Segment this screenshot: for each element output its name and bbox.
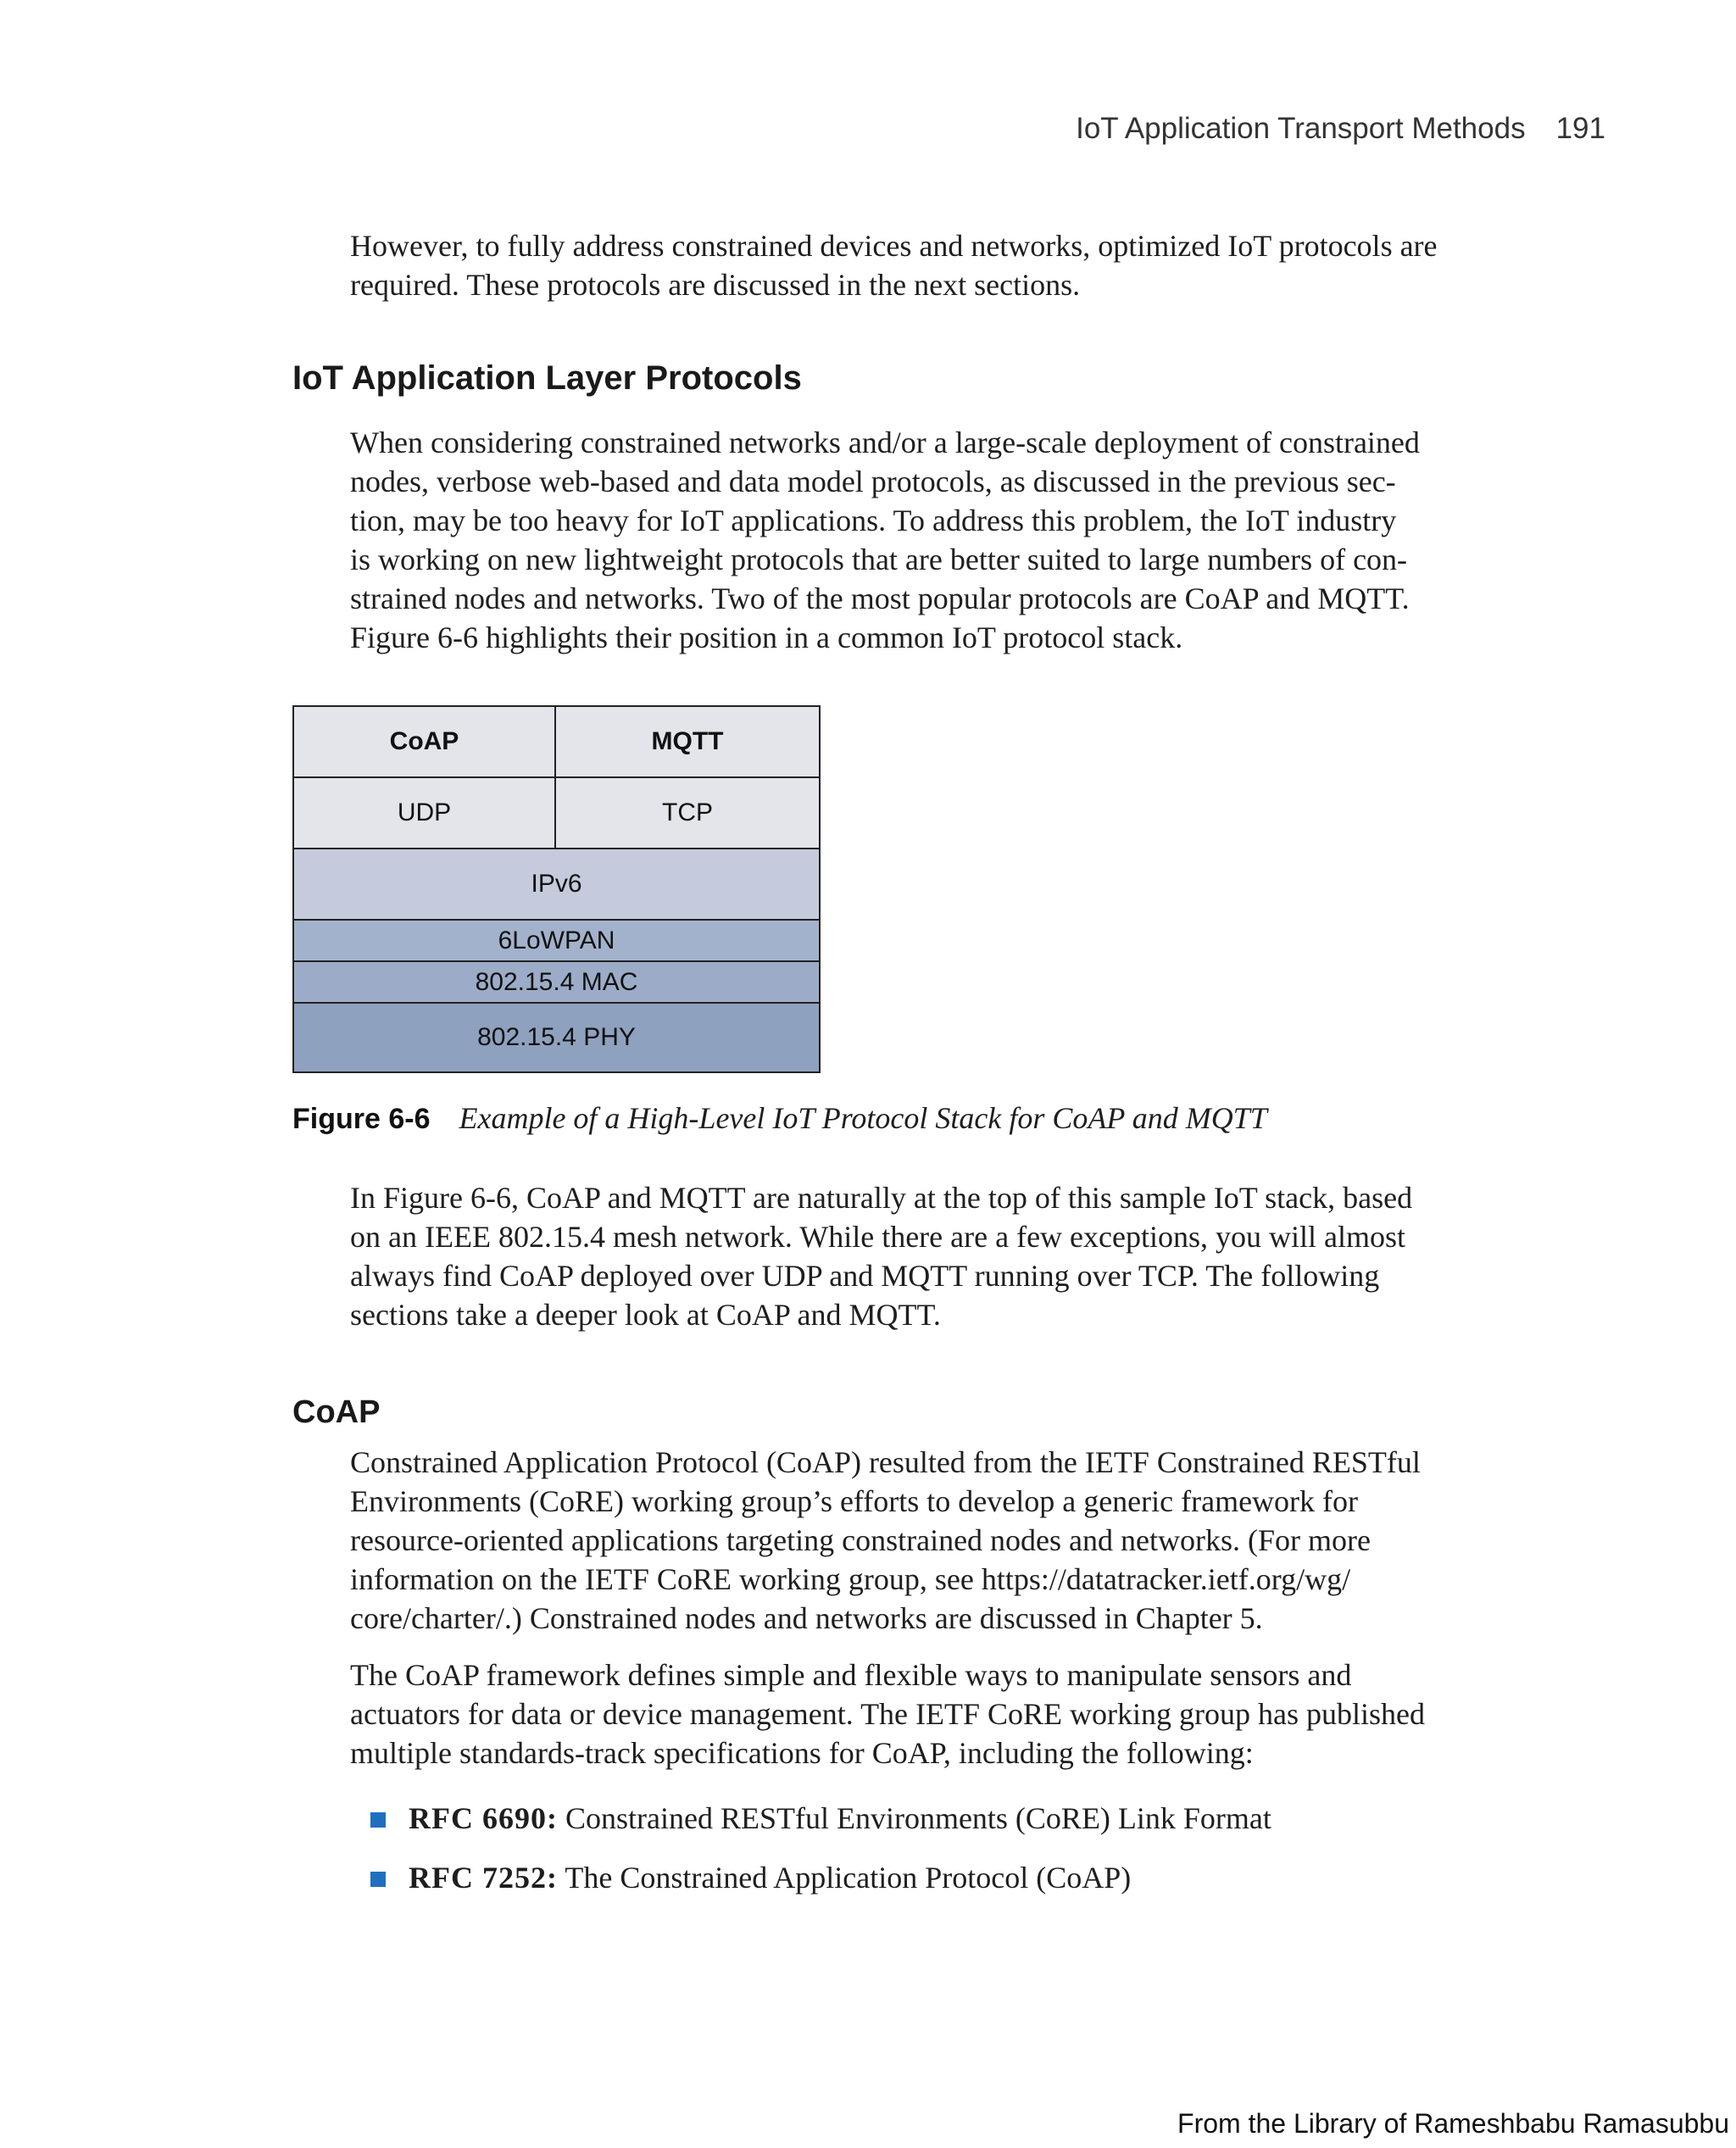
text-line: The CoAP framework defines simple and flexible ways to manipulate sensors and [350, 1658, 1352, 1692]
layer-6lowpan: 6LoWPAN [294, 921, 819, 962]
layer-ipv6: IPv6 [294, 849, 819, 921]
layer-tcp: TCP [556, 778, 819, 849]
layer-coap: CoAP [294, 707, 556, 778]
text-line: Figure 6-6 highlights their position in a common IoT protocol stack. [350, 620, 1183, 654]
rfc-title: Constrained RESTful Environments (CoRE) Link Format [565, 1801, 1271, 1835]
protocol-stack-figure [292, 705, 821, 1073]
library-footer: From the Library of Rameshbabu Ramasubbu [1177, 2108, 1729, 2139]
text-line: In Figure 6-6, CoAP and MQTT are naturally at the top of this sample IoT stack, based [350, 1181, 1413, 1215]
bullet-text [409, 1799, 1271, 1838]
text-line: resource-oriented applications targeting constrained nodes and networks. (For more [350, 1523, 1371, 1557]
figure-caption [292, 1100, 1267, 1136]
text-line: on an IEEE 802.15.4 mesh network. While there are a few exceptions, you will almost [350, 1220, 1405, 1254]
figure-discussion-paragraph [350, 1178, 1486, 1334]
text-line: strained nodes and networks. Two of the most popular protocols are CoAP and MQTT. [350, 582, 1410, 615]
layer-udp: UDP [294, 778, 556, 849]
coap-paragraph-2 [350, 1656, 1486, 1772]
coap-paragraph-1 [350, 1443, 1486, 1638]
running-head [1076, 112, 1605, 146]
bullet-square-icon [370, 1812, 386, 1828]
text-line: actuators for data or device management. The IETF CoRE working group has published [350, 1697, 1425, 1731]
running-title: IoT Application Transport Methods [1076, 112, 1526, 145]
text-line: multiple standards-track specifications for CoAP, including the following: [350, 1736, 1254, 1770]
text-line: always find CoAP deployed over UDP and MQTT running over TCP. The following [350, 1259, 1380, 1293]
figure-title: Example of a High-Level IoT Protocol Stack for CoAP and MQTT [459, 1101, 1267, 1135]
layer-mac: 802.15.4 MAC [294, 962, 819, 1004]
text-line: Constrained Application Protocol (CoAP) resulted from the IETF Constrained RESTful [350, 1445, 1421, 1479]
text-line: core/charter/.) Constrained nodes and networks are discussed in Chapter 5. [350, 1601, 1263, 1635]
figure-label: Figure 6-6 [292, 1103, 431, 1135]
layer-mqtt: MQTT [556, 707, 819, 778]
text-line: However, to fully address constrained devices and networks, optimized IoT protocols are [350, 229, 1438, 263]
text-line: tion, may be too heavy for IoT applications. To address this problem, the IoT industry [350, 504, 1397, 537]
text-line: Environments (CoRE) working group’s efforts to develop a generic framework for [350, 1484, 1359, 1518]
text-line: nodes, verbose web-based and data model protocols, as discussed in the previous sec- [350, 465, 1396, 498]
text-line: sections take a deeper look at CoAP and MQTT. [350, 1298, 941, 1332]
section-paragraph [350, 423, 1486, 657]
text-line: information on the IETF CoRE working group, see https://datatracker.ietf.org/wg/ [350, 1562, 1351, 1596]
intro-paragraph [350, 226, 1486, 304]
rfc-number: RFC 7252: [409, 1861, 558, 1895]
text-line: When considering constrained networks and/or a large-scale deployment of constrained [350, 426, 1420, 459]
text-line: is working on new lightweight protocols that are better suited to large numbers of con- [350, 543, 1408, 576]
text-line: required. These protocols are discussed in the next sections. [350, 268, 1081, 302]
rfc-title: The Constrained Application Protocol (CoAP) [565, 1861, 1132, 1895]
subsection-heading: CoAP [292, 1394, 381, 1430]
section-heading: IoT Application Layer Protocols [292, 359, 802, 397]
layer-phy: 802.15.4 PHY [294, 1004, 819, 1071]
bullet-square-icon [370, 1872, 386, 1887]
rfc-number: RFC 6690: [409, 1801, 558, 1835]
page-number: 191 [1555, 112, 1605, 145]
bullet-text [409, 1858, 1131, 1897]
